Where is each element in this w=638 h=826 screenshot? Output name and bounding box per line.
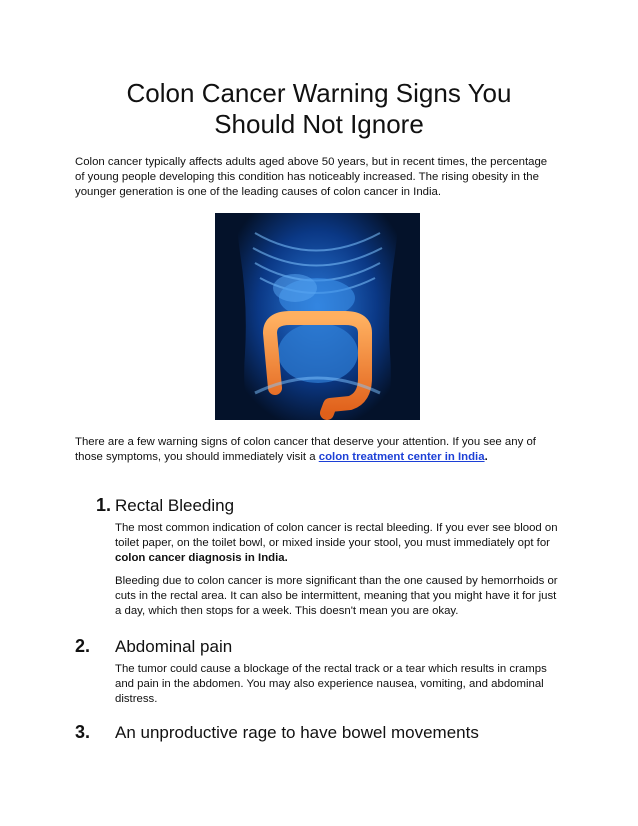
colon-anatomy-image — [215, 213, 420, 420]
page-title — [60, 78, 578, 140]
section-number-1: 1. — [96, 495, 112, 515]
symptoms-intro-paragraph — [75, 435, 555, 465]
section-heading-1: Rectal Bleeding — [115, 496, 235, 515]
section-number-2: 2. — [75, 636, 91, 656]
section-number-3: 3. — [75, 722, 91, 742]
section-1-paragraph-1 — [115, 521, 560, 566]
section-1-text: The most common indication of colon cancer is rectal bleeding. If you ever see blood on toilet paper, on the toilet bowl, or mixed inside your stool, you must immediately opt for — [115, 522, 558, 549]
section-heading-2: Abdominal pain — [115, 637, 233, 656]
para2-end: . — [484, 451, 488, 463]
section-2-paragraph-1: The tumor could cause a blockage of the rectal track or a tear which results in cramps and pain in the abdomen. You may also experience nausea, vomiting, and abdominal distress. — [115, 663, 547, 705]
section-1-bold: colon cancer diagnosis in India. — [115, 552, 288, 564]
title-line-2: Should Not Ignore — [214, 109, 424, 139]
colon-treatment-link[interactable]: colon treatment center in India — [318, 451, 485, 463]
intro-paragraph: Colon cancer typically affects adults aged above 50 years, but in recent times, the percentage of young people developing this condition has noticeably increased. The rising obesity in the younger generation is one of the leading causes of colon cancer in India. — [75, 156, 548, 198]
section-1-paragraph-2: Bleeding due to colon cancer is more significant than the one caused by hemorrhoids or cuts in the rectal area. It can also be intermittent, meaning that you might have it for just a day, which then stops for a week. This doesn't mean you are okay. — [115, 575, 558, 617]
section-heading-3: An unproductive rage to have bowel movements — [115, 723, 479, 742]
title-line-1: Colon Cancer Warning Signs You — [126, 78, 512, 108]
anatomy-illustration — [215, 213, 420, 420]
para2-text: There are a few warning signs of colon cancer that deserve your attention. If you see any of those symptoms, you should immediately visit a — [75, 436, 536, 463]
